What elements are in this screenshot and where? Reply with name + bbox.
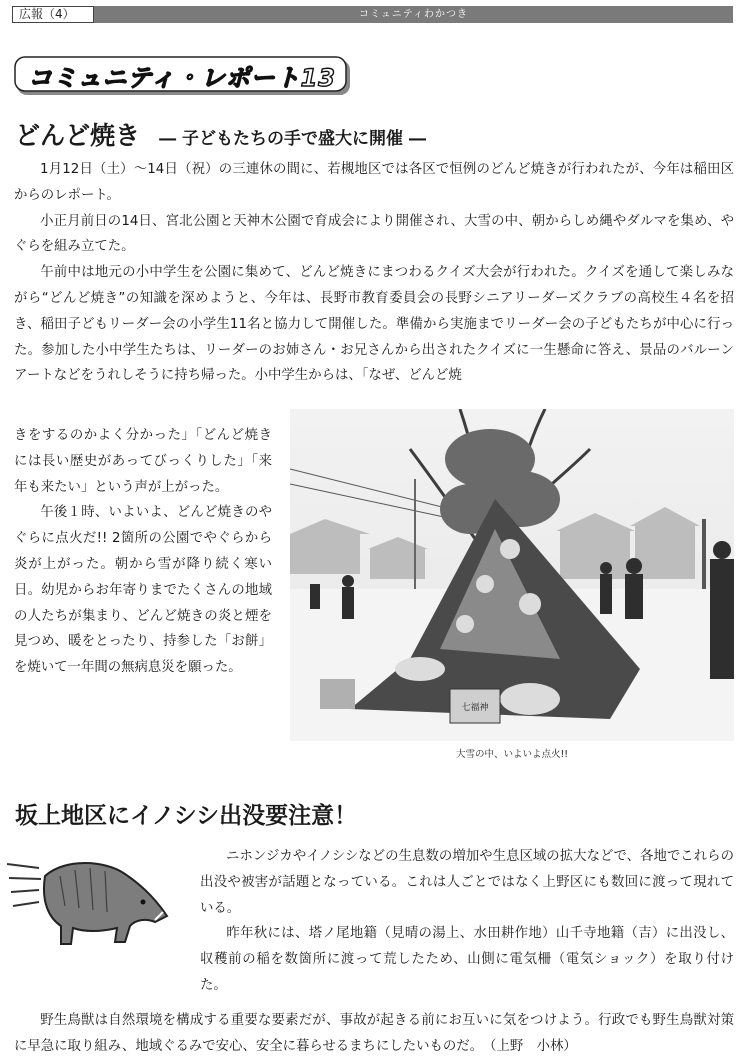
issue-label: 広報（4） [12,6,94,23]
report-banner [14,56,352,96]
paragraph: 午前中は地元の小中学生を公園に集めて、どんど焼きにまつわるクイズ大会が行われた。クイズを通して楽しみながら“どんど焼き”の知識を深めようと、今年は、長野市教育委員会の長野シニアリーダーズクラブの高校生４名を招き、稲田子どもリーダー会の小学生11名と協力して開催した。準備から実施までリーダー会の子どもたちが中心に行った。参加した小中学生たちは、リーダーのお姉さん・お兄さんから出されたクイズに一生懸命に答え、景品のバルーンアートなどをうれしそうに持ち帰った。小中学生からは、「なぜ、どんど焼 [14,265,734,384]
paragraph: 昨年秋には、塔ノ尾地籍（見晴の湯上、水田耕作地）山千寺地籍（吉）に出没し、収穫前の稲を数箇所に渡って荒したため、山側に電気柵（電気ショック）を取り付けた。 [200,926,734,993]
paragraph: ニホンジカやイノシシなどの生息数の増加や生息区域の拡大などで、各地でこれらの出没や被害が話題となっている。これは人ごとではなく上野区にも数回に渡って現れている。 [200,849,734,916]
boar-illustration [5,846,175,956]
bonfire-photo [290,409,734,741]
banner-label: コミュニティ・レポート13 [28,64,336,92]
paragraph: 小正月前日の14日、宮北公園と天神木公園で育成会により開催され、大雪の中、朝からしめ縄やダルマを集め、やぐらを組み立てた。 [14,213,734,255]
paragraph: 1月12日（土）～14日（祝）の三連休の間に、若槻地区では各区で恒例のどんど焼きが行われたが、今年は稲田区からのレポート。 [14,162,734,203]
page-header [12,6,733,23]
article-title-main: どんど焼き [15,121,141,150]
article2-closing: 野生鳥獣は自然環境を構成する重要な要素だが、事故が起きる前にお互いに気をつけよう。行政でも野生鳥獣対策に早急に取り組み、地域ぐるみで安心、安全に暮らせるまちにしたいものだ。 （上野 小林） [14,1013,734,1054]
article2-body [200,844,734,999]
article2-title: 坂上地区にイノシシ出没要注意！ [15,803,358,829]
photo-caption: 大雪の中、いよいよ点火!! [455,749,569,760]
article-title [15,116,426,152]
paragraph: 午後１時、いよいよ、どんど焼きのやぐらに点火だ!! 2箇所の公園でやぐらから炎が上がった。朝から雪が降り続く寒い日。幼児からお年寄りまでたくさんの地域の人たちが集まり、どんど焼きの炎と煙を見つめ、暖をとったり、持参した「お餅」を焼いて一年間の無病息災を願った。 [14,505,272,676]
paragraph: きをするのかよく分かった」「どんど焼きには長い歴史があってびっくりした」「来年も来たい」という声が上がった。 [14,428,272,495]
article-body-column [14,423,272,681]
publication-name: コミュニティわかつき [94,6,733,23]
article-body [14,157,734,389]
box-sign: 七福神 [461,703,489,713]
article-subtitle: ― 子どもたちの手で盛大に開催 ― [159,129,426,149]
